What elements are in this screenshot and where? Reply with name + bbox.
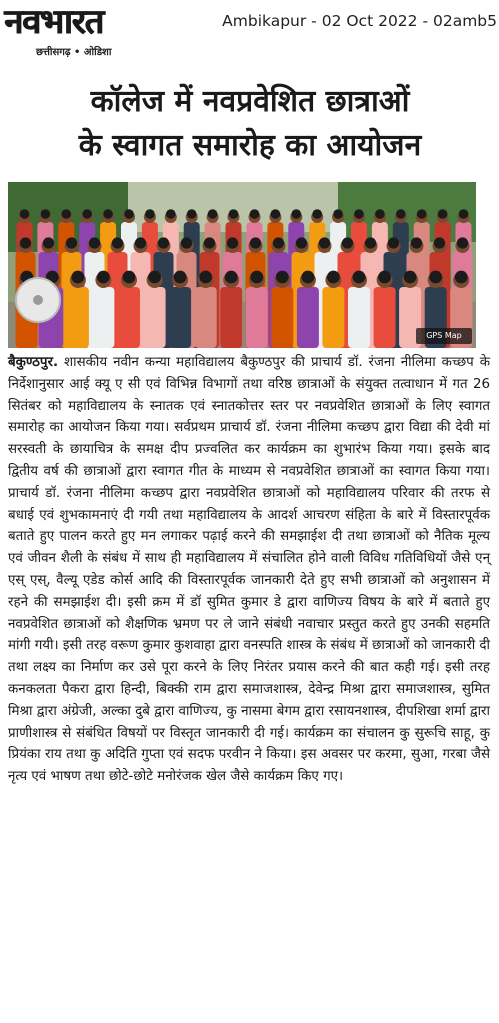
headline-line-1: कॉलेज में नवप्रवेशित छात्राओं: [90, 84, 410, 119]
newspaper-logo: नवभारत: [4, 2, 103, 42]
group-photo: [8, 182, 476, 348]
article-dateline: बैकुण्ठपुर.: [8, 355, 59, 370]
gps-map-badge: GPS Map: [416, 328, 472, 344]
headline-line-2: के स्वागत समारोह का आयोजन: [78, 128, 422, 163]
edition-info: Ambikapur - 02 Oct 2022 - 02amb5: [222, 12, 497, 30]
logo-subtitle: छत्तीसगढ़ • ओडिशा: [36, 47, 112, 58]
group-photo-illustration: [8, 182, 476, 348]
article-body: [8, 352, 490, 788]
masthead: [0, 0, 499, 62]
article-body-text: शासकीय नवीन कन्या महाविद्यालय बैकुण्ठपुर की प्राचार्य डॉ. रंजना नीलिमा कच्छप के निर्देशानुसार आई क्यू ए सी एवं विभिन्न विभागों तथा वरिष्ठ छात्राओं के संयुक्त तत्वाधान में गत 26 सितंबर को महाविद्यालय के स्नातक एवं स्नातकोत्तर स्तर पर नवप्रवेशित छात्राओं के लिए स्वागत समारोह का आयोजन किया गया। सर्वप्रथम प्राचार्य डॉ. रंजना नीलिमा कच्छप द्वारा विद्या की देवी मां सरस्वती के छायाचित्र के समक्ष दीप प्रज्वलित कर कार्यक्रम का शुभारंभ किया गया। इसके बाद द्वितीय वर्ष की छात्राओं द्वारा स्वागत गीत के माध्यम से नवप्रवेशित छात्राओं का स्वागत किया गया। प्राचार्य डॉ. रंजना नीलिमा कच्छप द्वारा नवप्रवेशित छात्राओं को महाविद्यालय परिवार की तरफ से बधाई एवं शुभकामनाएं दी गयी तथा महाविद्यालय के आदर्श आचरण संहिता के बारे में विस्तारपूर्वक बताते हुए पालन करते हुए मन लगाकर पढ़ाई करने की समझाईश दी तथा छात्राओं को नैतिक मूल्य एवं जीवन शैली के संबंध में साथ ही महाविद्यालय में संचालित होने वाली विविध गतिविधियों जैसे एन् एस् एस्, वैल्यू एडेड कोर्स आदि की विस्तारपूर्वक जानकारी देते हुए सभी छात्राओं को अनुशासन में रहने की समझाईश दी। इसी क्रम में डॉ सुमित कुमार डे द्वारा वाणिज्य विषय के बारे में बताते हुए नवप्रवेशित छात्राओं को शैक्षणिक भ्रमण पर ले जाने संबंधी नवाचार प्रस्तुत करते हुए उनकी सहमति मांगी गयी। इसी तरह वरूण कुमार कुशवाहा द्वारा वनस्पति शास्त्र के संबंध में छात्राओं को जानकारी दी तथा लक्ष्य का निर्माण कर उसे पूरा करने के लिए निरंतर प्रयास करने की बात कही गई। इसी तरह कनकलता पैकरा द्वारा हिन्दी, बिक्की राम द्वारा समाजशास्त्र, देवेन्द्र मिश्रा द्वारा समाजशास्त्र, सुमित मिश्रा द्वारा अंग्रेजी, अल्का दुबे द्वारा वाणिज्य, कु नासमा बेगम द्वारा रसायनशास्त्र, दीपशिखा शर्मा द्वारा प्राणीशास्त्र से संबंधित विषयों पर विस्तृत जानकारी दी गई। कार्यक्रम का संचालन कु सुरूचि साहू, कु प्रियंका राय तथा कु अदिति गुप्ता एवं सदफ परवीन ने किया। इस अवसर पर करमा, सुआ, गरबा जैसे नृत्य एवं भाषण तथा छोटे-छोटे मनोरंजक खेल जैसे कार्यक्रम किए गए।: [8, 355, 490, 785]
article-headline: [6, 80, 494, 168]
